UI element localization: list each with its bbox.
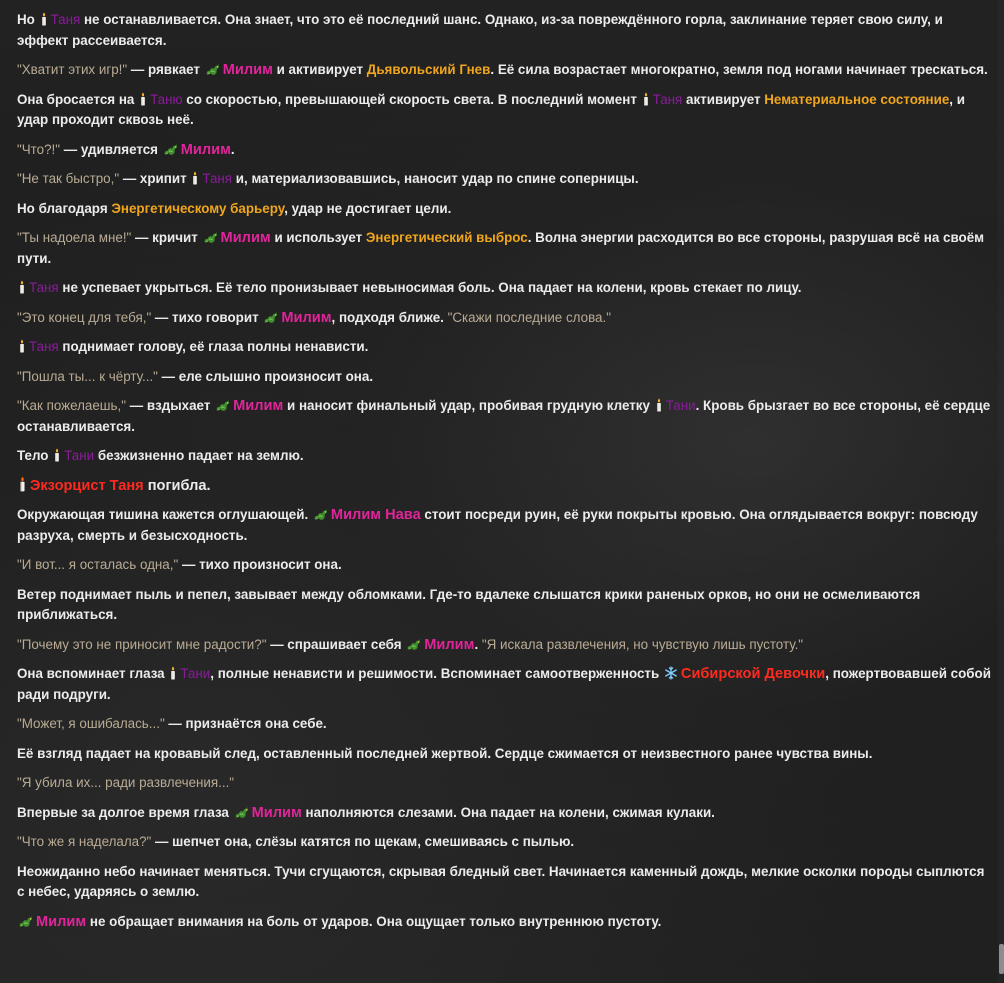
dialogue-quote: "Хватит этих игр!"	[17, 62, 128, 77]
character-name-milim: Милим	[220, 230, 271, 246]
narration-text: — тихо произносит она.	[178, 557, 342, 572]
dragon-icon	[406, 637, 421, 651]
character-name-milim: Милим	[424, 636, 475, 653]
story-paragraph-3	[17, 90, 992, 131]
narration-text: и использует	[270, 230, 366, 245]
narration-text: .	[230, 141, 235, 157]
story-paragraph-18	[17, 635, 992, 656]
candle-icon	[18, 280, 26, 294]
narration-text: — еле слышно произносит она.	[157, 368, 374, 384]
dialogue-quote: "Что же я наделала?"	[17, 834, 152, 849]
story-paragraph-25	[17, 862, 992, 903]
story-paragraph-22	[17, 773, 992, 794]
narration-text: — вздыхает	[126, 398, 215, 413]
dragon-icon	[234, 805, 249, 819]
narration-text: погибла.	[143, 477, 211, 494]
story-paragraph-24	[17, 832, 992, 853]
dragon-icon	[163, 142, 178, 156]
character-name-milim: Милим	[180, 141, 231, 158]
story-paragraph-13	[17, 446, 992, 467]
character-name-tanya: Таню	[150, 91, 183, 107]
candle-icon	[655, 398, 663, 412]
candle-icon	[53, 448, 61, 462]
story-paragraph-9	[17, 308, 992, 329]
story-paragraph-15	[17, 505, 992, 546]
story-paragraph-2	[17, 60, 992, 81]
dialogue-quote: "Скажи последние слова."	[447, 309, 611, 325]
story-paragraph-4	[17, 140, 992, 161]
narration-text: стоит посреди руин, её руки покрыты кровью. Она оглядывается вокруг: повсюду разруха, смерть и безысходность.	[17, 507, 978, 543]
narration-text: Впервые за долгое время глаза	[17, 804, 233, 820]
dialogue-quote: "Это конец для тебя,"	[17, 309, 152, 325]
dialogue-quote: "И вот... я осталась одна,"	[17, 557, 179, 572]
story-log	[17, 0, 992, 941]
character-name-tanya: Таня	[29, 280, 59, 295]
ability-name: Энергетический выброс	[365, 230, 528, 245]
character-name-milim: Милим	[36, 913, 87, 930]
narration-text: и, материализовавшись, наносит удар по спине соперницы.	[232, 171, 639, 186]
narration-text: со скоростью, превышающей скорость света. В последний момент	[182, 91, 641, 107]
candle-icon	[18, 476, 27, 492]
narration-text: Но	[17, 12, 39, 27]
narration-text: Неожиданно небо начинает меняться. Тучи сгущаются, скрывая бледный свет. Начинается каменный дождь, мелкие осколки породы сыплются с небес, ударяясь о землю.	[17, 863, 985, 899]
story-paragraph-16	[17, 555, 992, 576]
narration-text: — удивляется	[60, 141, 162, 157]
story-paragraph-26	[17, 912, 992, 933]
story-paragraph-8	[17, 278, 992, 299]
character-name-milim: Милим	[281, 309, 332, 326]
character-name-tanya: Таня	[29, 339, 59, 354]
candle-icon	[191, 171, 199, 185]
story-paragraph-5	[17, 169, 992, 190]
narration-text: , подходя ближе.	[331, 309, 448, 325]
story-paragraph-21	[17, 744, 992, 765]
narration-text: .	[474, 636, 482, 652]
character-name-milim-nava: Милим Нава	[330, 507, 421, 523]
dragon-icon	[313, 507, 328, 521]
ability-name: Дьявольский Гнев	[366, 62, 491, 77]
narration-text: — признаётся она себе.	[164, 716, 327, 731]
candle-icon	[40, 12, 48, 26]
character-name-tanya: Таня	[202, 171, 233, 186]
character-name-tanya: Таня	[50, 12, 81, 27]
candle-icon	[169, 666, 177, 680]
dialogue-quote: "Как пожелаешь,"	[17, 398, 126, 413]
narration-text: — спрашивает себя	[266, 636, 406, 652]
narration-text: наполняются слезами. Она падает на колени, сжимая кулаки.	[301, 804, 715, 820]
narration-text: — хрипит	[119, 171, 191, 186]
narration-text: активирует	[682, 91, 765, 107]
story-paragraph-10	[17, 337, 992, 358]
story-paragraph-20	[17, 714, 992, 735]
ability-name: Нематериальное состояние	[764, 91, 950, 107]
death-announcement	[17, 476, 992, 497]
narration-text: не обращает внимания на боль от ударов. Она ощущает только внутреннюю пустоту.	[86, 913, 662, 929]
narration-text: . Её сила возрастает многократно, земля под ногами начинает трескаться.	[490, 62, 988, 77]
scrollbar-thumb[interactable]	[999, 944, 1004, 974]
story-paragraph-23	[17, 803, 992, 824]
narration-text: Тело	[17, 448, 53, 463]
narration-text: безжизненно падает на землю.	[94, 448, 304, 463]
snowflake-icon	[664, 666, 678, 680]
narration-text: не останавливается. Она знает, что это её последний шанс. Однако, из-за повреждённого горла, заклинание теряет свою силу, и эффект рассеивается.	[17, 12, 943, 48]
dialogue-quote: "Почему это не приносит мне радости?"	[17, 636, 267, 652]
dragon-icon	[205, 62, 220, 76]
narration-text: Окружающая тишина кажется оглушающей.	[17, 507, 312, 522]
ability-name: Энергетическому барьеру	[111, 200, 285, 216]
character-name-milim: Милим	[251, 804, 302, 821]
narration-text: и наносит финальный удар, пробивая грудную клетку	[283, 398, 654, 413]
narration-text: Её взгляд падает на кровавый след, оставленный последней жертвой. Сердце сжимается от неизвестного ранее чувства вины.	[17, 745, 873, 761]
story-paragraph-12	[17, 396, 992, 437]
character-name-siberian-girl: Сибирской Девочки	[680, 666, 826, 682]
story-paragraph-6	[17, 199, 992, 220]
scrollbar-track[interactable]	[998, 0, 1004, 983]
dialogue-quote: "Что?!"	[17, 141, 61, 157]
story-paragraph-19	[17, 664, 992, 705]
narration-text: — шепчет она, слёзы катятся по щекам, смешиваясь с пылью.	[151, 834, 575, 849]
character-name-exorcist-tanya: Экзорцист Таня	[30, 477, 144, 494]
dialogue-quote: "Пошла ты... к чёрту..."	[17, 368, 158, 384]
narration-text: Она бросается на	[17, 91, 139, 107]
character-name-tanya: Таня	[652, 91, 683, 107]
narration-text: поднимает голову, её глаза полны ненависти.	[58, 339, 369, 354]
character-name-milim: Милим	[222, 62, 273, 78]
character-name-tanya: Тани	[665, 398, 696, 413]
narration-text: не успевает укрыться. Её тело пронизывает невыносимая боль. Она падает на колени, кровь стекает по лицу.	[58, 280, 802, 295]
narration-text: и активирует	[272, 62, 367, 77]
dialogue-quote: "Может, я ошибалась..."	[17, 716, 165, 731]
dragon-icon	[215, 398, 230, 412]
dragon-icon	[203, 230, 218, 244]
character-name-tanya: Тани	[180, 666, 211, 681]
dragon-icon	[18, 914, 33, 928]
narration-text: , пожертвовавшей собой ради подруги.	[17, 666, 991, 702]
dragon-icon	[263, 310, 278, 324]
narration-text: , и удар проходит сквозь неё.	[17, 91, 965, 127]
dialogue-quote: "Ты надоела мне!"	[17, 230, 132, 245]
dialogue-quote: "Не так быстро,"	[17, 171, 120, 186]
narration-text: — кричит	[131, 230, 202, 245]
narration-text: . Кровь брызгает во все стороны, её сердце останавливается.	[17, 398, 991, 434]
dialogue-quote: "Я убила их... ради развлечения..."	[17, 775, 235, 790]
narration-text: . Волна энергии расходится во все стороны, разрушая всё на своём пути.	[17, 230, 985, 266]
story-paragraph-17	[17, 585, 992, 626]
narration-text: , полные ненависти и решимости. Вспоминает самоотверженность	[210, 666, 663, 681]
character-name-tanya: Тани	[64, 448, 95, 463]
narration-text: Но благодаря	[17, 200, 112, 216]
narration-text: Она вспоминает глаза	[17, 666, 169, 681]
narration-text: , удар не достигает цели.	[284, 200, 452, 216]
story-paragraph-11	[17, 367, 992, 388]
story-paragraph-1	[17, 10, 992, 51]
narration-text: — тихо говорит	[151, 309, 263, 325]
candle-icon	[18, 339, 26, 353]
candle-icon	[642, 92, 650, 106]
narration-text: Ветер поднимает пыль и пепел, завывает между обломками. Где-то вдалеке слышатся крики раненых орков, но они не осмеливаются приближаться.	[17, 586, 921, 622]
narration-text: — рявкает	[127, 62, 204, 77]
dialogue-quote: "Я искала развлечения, но чувствую лишь пустоту."	[481, 636, 804, 652]
character-name-milim: Милим	[233, 398, 284, 414]
candle-icon	[139, 92, 147, 106]
story-paragraph-7	[17, 228, 992, 269]
